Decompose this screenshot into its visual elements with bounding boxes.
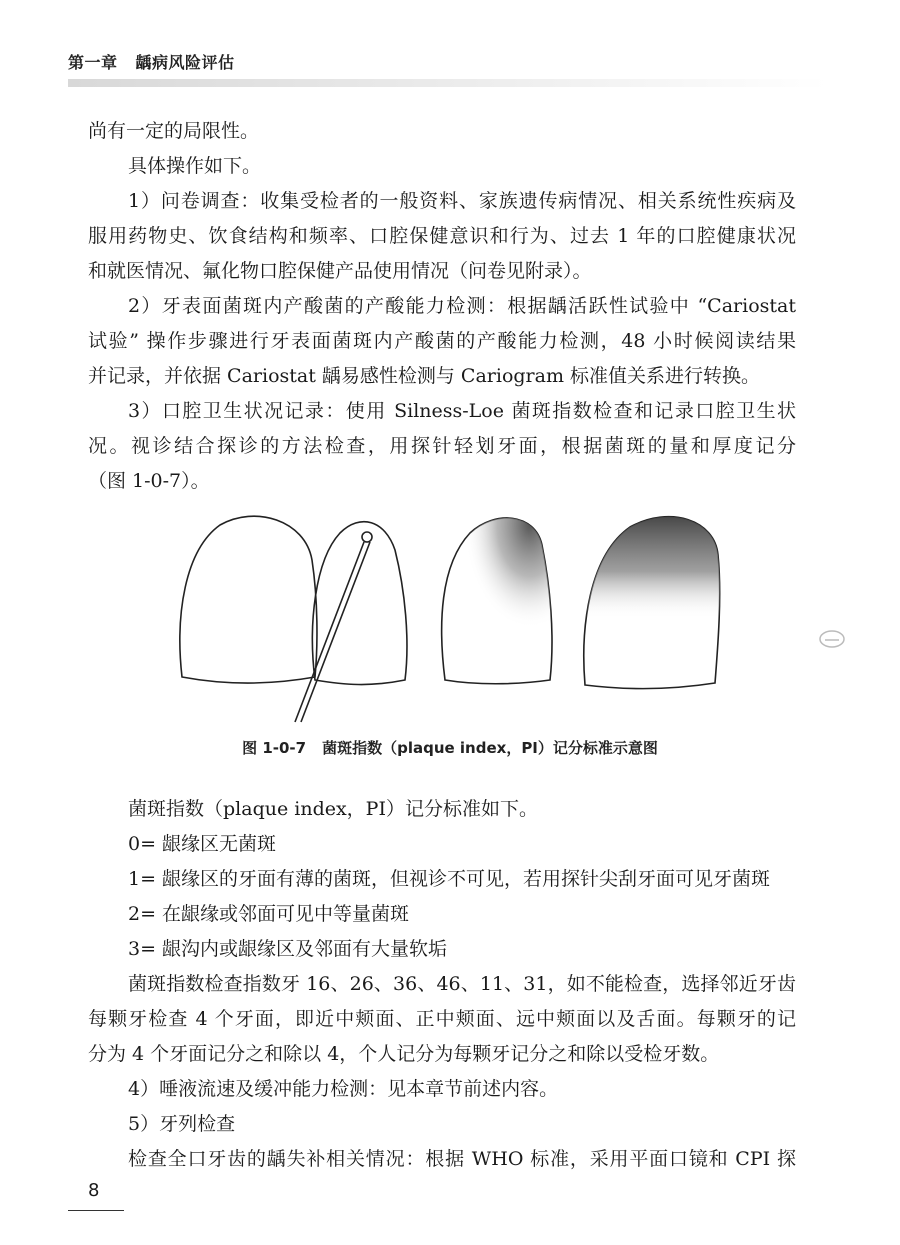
text-line: 0= 龈缘区无菌斑: [128, 833, 277, 855]
plaque-index-figure: [170, 505, 730, 730]
chapter-title: 龋病风险评估: [135, 53, 235, 72]
text-line: 3）口腔卫生状况记录：使用 Silness-Loe 菌斑指数检查和记录口腔卫生状: [128, 400, 796, 422]
text-line: 菌斑指数检查指数牙 16、26、36、46、11、31，如不能检查，选择邻近牙齿: [128, 973, 796, 995]
text-line: 况。视诊结合探诊的方法检查，用探针轻划牙面，根据菌斑的量和厚度记分: [88, 435, 796, 457]
text-line: 5）牙列检查: [128, 1113, 236, 1135]
text-line: 2）牙表面菌斑内产酸菌的产酸能力检测：根据龋活跃性试验中 “Cariostat: [128, 295, 796, 317]
plaque-heavy: [580, 505, 725, 695]
text-line: 试验” 操作步骤进行牙表面菌斑内产酸菌的产酸能力检测，48 小时候阅读结果: [88, 330, 796, 352]
text-line: 1= 龈缘区的牙面有薄的菌斑，但视诊不可见，若用探针尖刮牙面可见牙菌斑: [128, 868, 771, 890]
header-rule: [68, 79, 828, 87]
text-line: 具体操作如下。: [128, 155, 262, 177]
tooth-score-0: [180, 516, 317, 683]
tooth-score-1: [312, 522, 407, 685]
running-header: [68, 50, 235, 73]
text-line: 检查全口牙齿的龋失补相关情况：根据 WHO 标准，采用平面口镜和 CPI 探: [128, 1148, 796, 1170]
text-line: 尚有一定的局限性。: [88, 120, 260, 142]
figure-number: 图 1-0-7: [242, 739, 307, 757]
text-line: 菌斑指数（plaque index，PI）记分标准如下。: [128, 798, 538, 820]
footer-rule: [68, 1210, 124, 1211]
figure-caption: [0, 737, 900, 758]
probe-icon: [295, 532, 372, 722]
text-line: （图 1-0-7）。: [88, 470, 210, 492]
figure-caption-text: 菌斑指数（plaque index，PI）记分标准示意图: [322, 739, 658, 757]
text-line: 并记录，并依据 Cariostat 龋易感性检测与 Cariogram 标准值关系进行转换。: [88, 365, 761, 387]
plaque-moderate: [440, 505, 560, 695]
text-line: 1）问卷调查：收集受检者的一般资料、家族遗传病情况、相关系统性疾病及: [128, 190, 796, 212]
text-line: 分为 4 个牙面记分之和除以 4，个人记分为每颗牙记分之和除以受检牙数。: [88, 1043, 720, 1065]
text-line: 3= 龈沟内或龈缘区及邻面有大量软垢: [128, 938, 448, 960]
body-text-bottom: [88, 792, 796, 1177]
publisher-mark-icon: [818, 628, 846, 654]
text-line: 每颗牙检查 4 个牙面，即近中颊面、正中颊面、远中颊面以及舌面。每颗牙的记: [88, 1008, 796, 1030]
body-text-top: [88, 114, 796, 499]
text-line: 服用药物史、饮食结构和频率、口腔保健意识和行为、过去 1 年的口腔健康状况: [88, 225, 796, 247]
chapter-number: 第一章: [68, 53, 118, 72]
text-line: 和就医情况、氟化物口腔保健产品使用情况（问卷见附录）。: [88, 260, 592, 282]
page-number: 8: [88, 1180, 100, 1201]
text-line: 2= 在龈缘或邻面可见中等量菌斑: [128, 903, 410, 925]
text-line: 4）唾液流速及缓冲能力检测：见本章节前述内容。: [128, 1078, 559, 1100]
